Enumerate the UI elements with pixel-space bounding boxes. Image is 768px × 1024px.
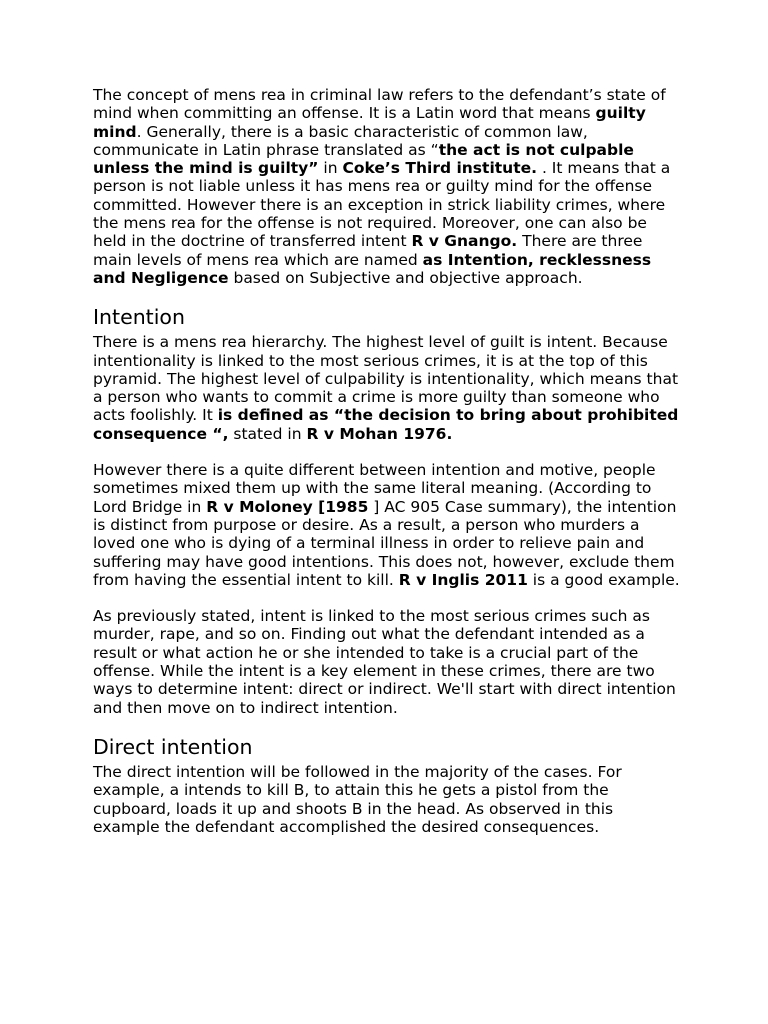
heading-intention: Intention bbox=[93, 305, 185, 330]
bold-term-guilty-mind: guilty mind bbox=[93, 104, 646, 141]
document-page bbox=[93, 86, 683, 836]
intention-paragraph-3: As previously stated, intent is linked to the most serious crimes such as murder, rape, and so on. Finding out what the defendant intended as a result or what action he or she intended to take is a crucial part of the offense. While the intent is a key element in these crimes, there are two ways to determine intent: direct or indirect. We'll start with direct intention and then move on to indirect intention. bbox=[93, 607, 676, 717]
text-run: in bbox=[318, 159, 343, 178]
heading-direct-intention: Direct intention bbox=[93, 734, 253, 759]
text-run: There is a mens rea hierarchy. The highest level of guilt is intent. Because intentionality is linked to the most serious crimes, it is at the top of this pyramid. The highest level of culpability is intentionality, which means that a person who wants to commit a crime is more guilty than someone who acts foolishly. It bbox=[93, 333, 679, 425]
bold-latin-phrase: the act is not culpable unless the mind is guilty” bbox=[93, 140, 634, 178]
direct-intention-paragraph: The direct intention will be followed in the majority of the cases. For example, a intends to kill B, to attain this he gets a pistol from the cupboard, loads it up and shoots B in the head. As observed in this example the defendant accomplished the desired consequences. bbox=[93, 762, 622, 836]
text-run: based on Subjective and objective approach. bbox=[228, 268, 583, 287]
text-run: There are three main levels of mens rea which are named bbox=[93, 232, 643, 269]
intention-paragraph-2 bbox=[93, 461, 683, 589]
text-run: However there is a quite different between intention and motive, people sometimes mixed them up with the same literal meaning. (According to Lord Bridge in bbox=[93, 461, 656, 516]
bold-levels-of-mens-rea: as Intention, recklessness and Negligence bbox=[93, 250, 652, 287]
text-run: is a good example. bbox=[527, 570, 680, 589]
bold-case-r-v-gnango: R v Gnango. bbox=[411, 232, 518, 251]
text-run: stated in bbox=[228, 424, 307, 443]
text-run: . Generally, there is a basic characteristic of common law, communicate in Latin phrase translated as “ bbox=[93, 122, 588, 159]
text-run: The concept of mens rea in criminal law refers to the defendant’s state of mind when committing an offense. It is a Latin word that means bbox=[93, 86, 666, 123]
bold-case-r-v-mohan: R v Mohan 1976. bbox=[306, 424, 453, 443]
intention-paragraph-1 bbox=[93, 333, 683, 443]
intro-paragraph bbox=[93, 86, 683, 287]
text-run: ] AC 905 Case summary), the intention is distinct from purpose or desire. As a result, a person who murders a loved one who is dying of a terminal illness in order to relieve pain and suffering may have good intentions. This does not, however, exclude them from having the essential intent to kill. bbox=[93, 497, 677, 589]
bold-definition: is defined as “the decision to bring about prohibited consequence “, bbox=[93, 406, 679, 443]
bold-cokes-third-institute: Coke’s Third institute. bbox=[342, 159, 538, 178]
text-run: . It means that a person is not liable unless it has mens rea or guilty mind for the offense committed. However there is an exception in strick liability crimes, where the mens rea for the offense is not required. Moreover, one can also be held in the doctrine of transferred intent bbox=[93, 159, 671, 251]
bold-case-r-v-inglis: R v Inglis 2011 bbox=[398, 570, 528, 589]
bold-case-r-v-moloney: R v Moloney [1985 bbox=[206, 497, 369, 516]
